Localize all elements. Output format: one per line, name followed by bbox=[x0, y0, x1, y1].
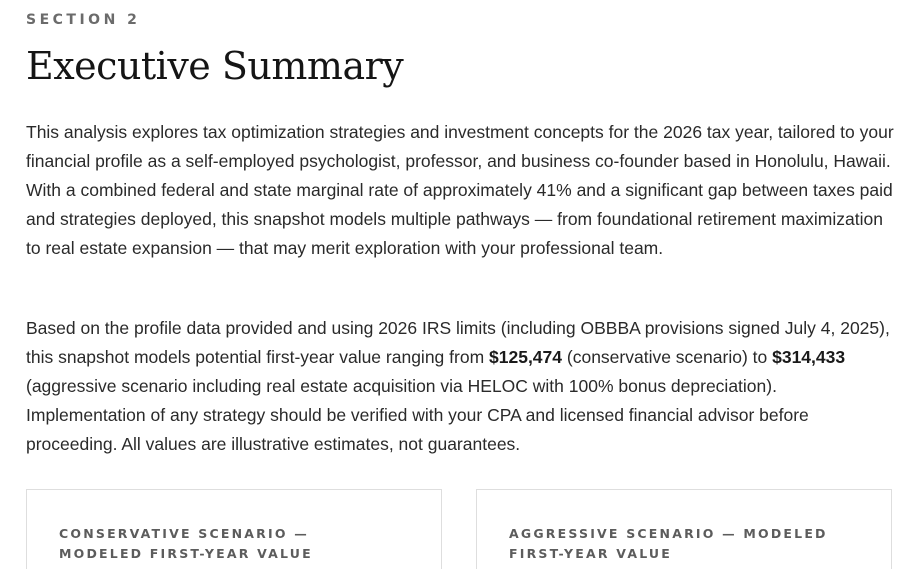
summary-paragraph-2 bbox=[26, 314, 898, 459]
summary-paragraph-2-text-a: Based on the profile data provided and using 2026 IRS limits (including OBBBA provisions signed July 4, 2025), this snapshot models potential first-year value ranging from bbox=[26, 318, 890, 367]
aggressive-scenario-card bbox=[476, 489, 892, 569]
conservative-scenario-card bbox=[26, 489, 442, 569]
conservative-scenario-label: CONSERVATIVE SCENARIO — MODELED FIRST-YEAR VALUE bbox=[59, 526, 313, 561]
aggressive-scenario-label: AGGRESSIVE SCENARIO — MODELED FIRST-YEAR VALUE bbox=[509, 526, 828, 561]
page-title: Executive Summary bbox=[26, 44, 404, 88]
summary-paragraph-2-text-b: (conservative scenario) to bbox=[562, 347, 773, 367]
summary-paragraph-2-text-c: (aggressive scenario including real estate acquisition via HELOC with 100% bonus depreciation). Implementation of any strategy should be verified with your CPA and licensed financial advisor before proceeding. All values are illustrative estimates, not guarantees. bbox=[26, 376, 809, 454]
summary-paragraph-1: This analysis explores tax optimization strategies and investment concepts for the 2026 tax year, tailored to your financial profile as a self-employed psychologist, professor, and business co-founder based in Honolulu, Hawaii. With a combined federal and state marginal rate of approximately 41% and a significant gap between taxes paid and strategies deployed, this snapshot models multiple pathways — from foundational retirement maximization to real estate expansion — that may merit exploration with your professional team. bbox=[26, 122, 894, 258]
conservative-value: $125,474 bbox=[489, 347, 563, 367]
aggressive-value: $314,433 bbox=[772, 347, 846, 367]
section-label: SECTION 2 bbox=[26, 12, 141, 28]
